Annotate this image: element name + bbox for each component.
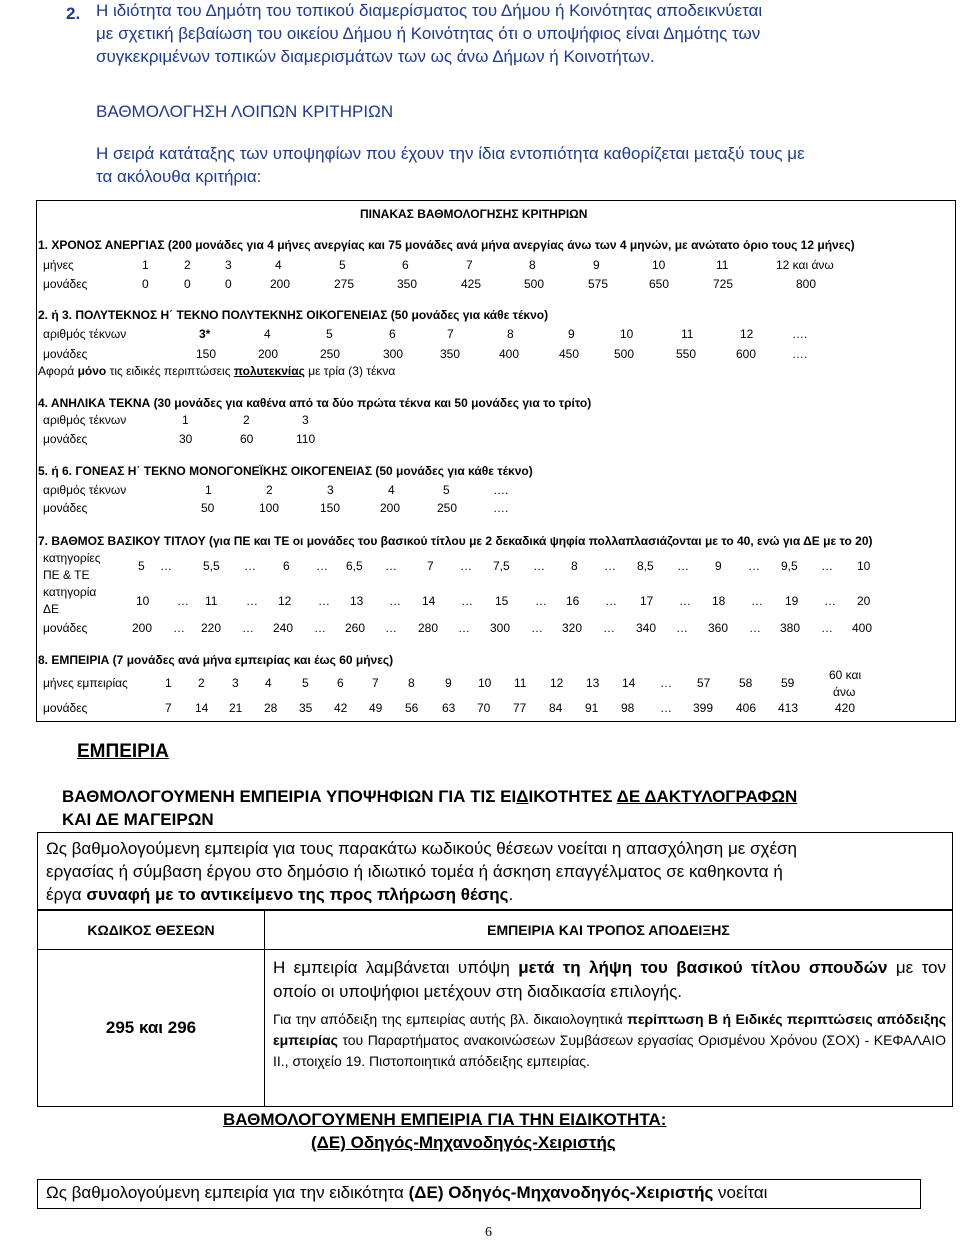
cell: … — [824, 594, 836, 608]
cell: 4 — [264, 327, 271, 341]
cell: 8,5 — [637, 559, 654, 573]
note-part: Αφορά — [38, 364, 78, 378]
label: αριθμός τέκνων — [43, 483, 127, 497]
label: μονάδες — [43, 347, 88, 361]
cell: 56 — [405, 701, 419, 715]
cell: 7 — [466, 258, 473, 272]
cell: 8 — [408, 676, 415, 690]
cell: 406 — [736, 701, 757, 715]
cell: 600 — [736, 347, 757, 361]
operator-definition-line — [46, 1182, 767, 1204]
cell: 650 — [649, 277, 670, 291]
definition-line-2: εργασίας ή σύμβαση έργου στο δημόσιο ή ιδιωτικό τομέα ή άσκηση επαγγέλματος σε καθηκοντα ή — [46, 862, 783, 881]
cell: 4 — [275, 258, 282, 272]
cell: 14 — [195, 701, 209, 715]
cell: … — [531, 621, 543, 635]
other-criteria-heading: ΒΑΘΜΟΛΟΓΗΣΗ ΛΟΙΠΩΝ ΚΡΙΤΗΡΙΩΝ — [96, 102, 394, 121]
other-criteria-line-2: τα ακόλουθα κριτήρια: — [96, 167, 262, 186]
cell: 3 — [225, 258, 232, 272]
cell: 5,5 — [203, 559, 220, 573]
cell: … — [604, 559, 616, 573]
cell: 425 — [461, 277, 482, 291]
cell: 413 — [778, 701, 799, 715]
unemployment-months-row — [0, 256, 960, 274]
cell: 11 — [205, 594, 218, 608]
label: κατηγορίες — [43, 551, 101, 565]
col2-header: ΕΜΠΕΙΡΙΑ ΚΑΙ ΤΡΟΠΟΣ ΑΠΟΔΕΙΞΗΣ — [265, 911, 953, 950]
note-part: με τρία (3) τέκνα — [304, 364, 396, 378]
degree-de-row — [0, 592, 960, 610]
experience-title: ΕΜΠΕΙΡΙΑ — [77, 741, 169, 762]
cell: … — [605, 594, 617, 608]
experience-table — [37, 910, 953, 1107]
cell: 275 — [334, 277, 355, 291]
desc-paragraph-2 — [273, 1009, 946, 1072]
cell: 110 — [296, 432, 316, 446]
cell: 280 — [418, 621, 439, 635]
cell: 1 — [182, 413, 189, 427]
label: μονάδες — [43, 277, 88, 291]
cell: … — [603, 621, 615, 635]
col1-header: ΚΩΔΙΚΟΣ ΘΕΣΕΩΝ — [38, 911, 265, 950]
cell: 3 — [302, 413, 309, 427]
cell: 35 — [299, 701, 313, 715]
cell: 77 — [513, 701, 527, 715]
cell: 725 — [713, 277, 734, 291]
intro-line-1: Η ιδιότητα του Δημότη του τοπικού διαμερίσματος του Δήμου ή Κοινότητας αποδεικνύεται — [96, 1, 763, 20]
label: αριθμός τέκνων — [43, 413, 127, 427]
cell: 5 — [138, 559, 145, 573]
desc-part: Η εμπειρία λαμβάνεται υπόψη — [273, 958, 519, 977]
cell: 150 — [196, 347, 217, 361]
cell: 50 — [201, 501, 215, 515]
cell: 1 — [205, 483, 212, 497]
cell: 6 — [402, 258, 409, 272]
cell: 0 — [184, 277, 191, 291]
cell: 11 — [681, 327, 694, 341]
cell: … — [389, 594, 401, 608]
cell: … — [460, 559, 472, 573]
cell: 2 — [184, 258, 191, 272]
operator-heading-1: ΒΑΘΜΟΛΟΓΟΥΜΕΝΗ ΕΜΠΕΙΡΙΑ ΓΙΑ ΤΗΝ ΕΙΔΙΚΟΤΗΤΑ: — [223, 1110, 667, 1129]
cell: 5 — [443, 483, 450, 497]
subheading-part: ΙΚΟΤΗΤΕΣ — [528, 787, 617, 806]
operator-part: νοείται — [713, 1183, 768, 1202]
cell: … — [242, 621, 254, 635]
cell: 6 — [283, 559, 290, 573]
cell: … — [385, 621, 397, 635]
cell: …. — [792, 327, 808, 341]
cell: 350 — [440, 347, 461, 361]
criteria-table-title: ΠΙΝΑΚΑΣ ΒΑΘΜΟΛΟΓΗΣΗΣ ΚΡΙΤΗΡΙΩΝ — [360, 207, 588, 221]
cell: 300 — [490, 621, 511, 635]
cell: … — [461, 594, 473, 608]
cell: 5 — [302, 676, 309, 690]
cell: 200 — [270, 277, 291, 291]
cell: 28 — [264, 701, 278, 715]
cell: 340 — [636, 621, 657, 635]
cell: 1 — [142, 258, 149, 272]
label: ΔΕ — [43, 602, 60, 616]
cell: 500 — [614, 347, 635, 361]
cell: 16 — [566, 594, 580, 608]
cell: 8 — [507, 327, 514, 341]
label: κατηγορία — [43, 585, 97, 599]
cell: 18 — [712, 594, 726, 608]
cell: 240 — [273, 621, 294, 635]
cell: 1 — [165, 676, 172, 690]
cell: 0 — [142, 277, 149, 291]
cell: 250 — [320, 347, 341, 361]
cell: 399 — [693, 701, 714, 715]
cell: 6,5 — [346, 559, 363, 573]
cell: 8 — [571, 559, 578, 573]
cell: 49 — [369, 701, 383, 715]
label: μονάδες — [43, 621, 88, 635]
cell: 42 — [334, 701, 348, 715]
cell: 14 — [422, 594, 436, 608]
cell: 7 — [165, 701, 172, 715]
cell: … — [679, 594, 691, 608]
definition-related: συναφή με το αντικείμενο της προς πλήρωση θέσης — [86, 885, 509, 904]
operator-part: Ως βαθμολογούμενη εμπειρία για την ειδικότητα — [46, 1183, 409, 1202]
label: ΠΕ & ΤΕ — [43, 568, 90, 582]
intro-line-3: συγκεκριμένων τοπικών διαμερισμάτων των ως άνω Δήμων ή Κοινοτήτων. — [96, 47, 655, 66]
cell: 100 — [259, 501, 280, 515]
cell: 15 — [495, 594, 509, 608]
cell: 59 — [781, 676, 795, 690]
cell: 800 — [796, 277, 817, 291]
cell: … — [458, 621, 470, 635]
operator-specialty: (ΔΕ) Οδηγός-Μηχανοδηγός-Χειριστής — [408, 1183, 714, 1202]
cell: … — [676, 621, 688, 635]
experience-months-row — [0, 674, 960, 692]
cell: … — [660, 676, 672, 690]
cell: 57 — [697, 676, 711, 690]
single-parent-children-row — [0, 481, 960, 499]
cell: … — [314, 621, 326, 635]
cell: άνω — [833, 685, 856, 699]
label: μήνες — [43, 258, 74, 272]
cell: 250 — [437, 501, 458, 515]
cell: 220 — [201, 621, 222, 635]
cell: 84 — [549, 701, 563, 715]
desc-part: Για την απόδειξη της εμπειρίας αυτής βλ. δικαιολογητικά — [273, 1011, 628, 1027]
subheading-delta: Δ — [516, 787, 529, 806]
cell: 380 — [780, 621, 801, 635]
definition-part: . — [508, 885, 514, 904]
cell: 10 — [652, 258, 666, 272]
cell: … — [660, 701, 672, 715]
degree-points-row — [0, 619, 960, 637]
cell: … — [160, 559, 172, 573]
single-parent-points-row — [0, 499, 960, 517]
cell: … — [244, 559, 256, 573]
cell: 150 — [320, 501, 341, 515]
cell: 60 και — [829, 668, 862, 682]
subheading-typists: ΔΕ ΔΑΚΤΥΛΟΓΡΑΦΩΝ — [616, 787, 798, 806]
note-only: μόνο — [77, 364, 107, 378]
cell: 13 — [586, 676, 600, 690]
desc-after-degree: μετά τη λήψη του βασικού τίτλου σπουδών — [518, 958, 888, 977]
cell: … — [748, 559, 760, 573]
unemployment-heading: 1. ΧΡΟΝΟΣ ΑΝΕΡΓΙΑΣ (200 μονάδες για 4 μήνες ανεργίας και 75 μονάδες ανά μήνα ανεργίας άνω των 4 μηνών, με ανώτατο όριο τους 12 μήνες) — [38, 238, 855, 252]
other-criteria-line-1: Η σειρά κατάταξης των υποψηφίων που έχουν την ίδια εντοπιότητα καθορίζεται μεταξύ τους με — [96, 144, 805, 163]
cell: 2 — [198, 676, 205, 690]
experience-description — [265, 950, 953, 1107]
cell: 5 — [326, 327, 333, 341]
label: αριθμός τέκνων — [43, 327, 127, 341]
cell: 5 — [339, 258, 346, 272]
cell: 58 — [739, 676, 753, 690]
cell: 13 — [350, 594, 364, 608]
desc-case-b: περίπτωση Β ή Ειδικές περιπτώσεις απόδειξης εμπειρίας — [273, 1011, 946, 1048]
experience-heading: 8. ΕΜΠΕΙΡΙΑ (7 μονάδες ανά μήνα εμπειρίας και έως 60 μήνες) — [38, 653, 394, 667]
desc-part: με τον οποίο οι υποψήφιοι μετέχουν στη διαδικασία επιλογής. — [273, 958, 947, 1001]
large-family-note — [38, 362, 395, 380]
minor-children-heading: 4. ΑΝΗΛΙΚΑ ΤΕΚΝΑ (30 μονάδες για καθένα από τα δύο πρώτα τέκνα και 50 μονάδες για το τρίτο) — [38, 396, 592, 410]
cell: 3 — [327, 483, 334, 497]
cell: 320 — [562, 621, 583, 635]
definition-part: έργα — [46, 885, 87, 904]
cell: 260 — [345, 621, 366, 635]
cell: 63 — [442, 701, 456, 715]
degree-heading: 7. ΒΑΘΜΟΣ ΒΑΣΙΚΟΥ ΤΙΤΛΟΥ (για ΠΕ και ΤΕ οι μονάδες του βασικού τίτλου με 2 δεκαδικά ψηφία πολλαπλασιάζονται με το 40, ενώ για ΔΕ με το 20) — [38, 534, 873, 548]
cell: 300 — [383, 347, 404, 361]
desc-paragraph-1 — [273, 956, 946, 1004]
definition-line-1: Ως βαθμολογούμενη εμπειρία για τους παρακάτω κωδικούς θέσεων νοείται η απασχόληση με σχέση — [46, 839, 797, 858]
cell: 10 — [857, 559, 871, 573]
cell: 420 — [835, 701, 856, 715]
cell: 200 — [380, 501, 401, 515]
cell: 19 — [785, 594, 799, 608]
cell: …. — [493, 483, 509, 497]
experience-points-row — [0, 699, 960, 717]
cell: 11 — [716, 258, 729, 272]
cell: 91 — [585, 701, 599, 715]
cell: 12 και άνω — [776, 258, 834, 272]
position-codes: 295 και 296 — [38, 950, 265, 1107]
cell: 2 — [266, 483, 273, 497]
large-family-children-row — [0, 325, 960, 343]
cell: … — [177, 594, 189, 608]
cell: 98 — [621, 701, 635, 715]
cell: 17 — [640, 594, 654, 608]
cell: 360 — [708, 621, 729, 635]
cell: 6 — [389, 327, 396, 341]
label: μονάδες — [43, 701, 88, 715]
cell: 550 — [676, 347, 697, 361]
cell: … — [533, 559, 545, 573]
degree-pe-row — [0, 557, 960, 575]
cell: 3* — [199, 327, 211, 341]
large-family-heading: 2. ή 3. ΠΟΛΥΤΕΚΝΟΣ Η΄ ΤΕΚΝΟ ΠΟΛΥΤΕΚΝΗΣ ΟΙΚΟΓΕΝΕΙΑΣ (50 μονάδες για κάθε τέκνο) — [38, 308, 549, 322]
single-parent-heading: 5. ή 6. ΓΟΝΕΑΣ Η΄ ΤΕΚΝΟ ΜΟΝΟΓΟΝΕΪΚΗΣ ΟΙΚΟΓΕΝΕΙΑΣ (50 μονάδες για κάθε τέκνο) — [38, 464, 533, 478]
large-family-points-row — [0, 345, 960, 363]
cell: … — [318, 594, 330, 608]
cell: 8 — [529, 258, 536, 272]
subheading-part: ΒΑΘΜΟΛΟΓΟΥΜΕΝΗ ΕΜΠΕΙΡΙΑ ΥΠΟΨΗΦΙΩΝ ΓΙΑ ΤΙΣ ΕΙ — [62, 787, 517, 806]
cell: 400 — [852, 621, 873, 635]
cell: 450 — [559, 347, 580, 361]
cell: 6 — [337, 676, 344, 690]
cell: … — [749, 621, 761, 635]
operator-heading-2: (ΔΕ) Οδηγός-Μηχανοδηγός-Χειριστής — [311, 1133, 616, 1152]
cell: 200 — [258, 347, 279, 361]
cell: …. — [493, 501, 509, 515]
cell: 7 — [427, 559, 434, 573]
cell: 9 — [445, 676, 452, 690]
cell: 11 — [514, 676, 527, 690]
cell: … — [751, 594, 763, 608]
cell: …. — [792, 347, 808, 361]
intro-line-2: με σχετική βεβαίωση του οικείου Δήμου ή Κοινότητας ότι ο υποψήφιος είναι Δημότης των — [96, 24, 761, 43]
cell: 9 — [568, 327, 575, 341]
page-number: 6 — [485, 1225, 492, 1240]
cell: … — [173, 621, 185, 635]
cell: 21 — [229, 701, 243, 715]
cell: … — [246, 594, 258, 608]
cell: 10 — [478, 676, 492, 690]
cell: 70 — [477, 701, 491, 715]
note-part: τις ειδικές περιπτώσεις — [106, 364, 234, 378]
cell: 10 — [136, 594, 150, 608]
experience-subheading-line2: ΚΑΙ ΔΕ ΜΑΓΕΙΡΩΝ — [62, 810, 214, 829]
cell: … — [821, 559, 833, 573]
cell: 9 — [593, 258, 600, 272]
minor-children-count-row — [0, 411, 960, 429]
cell: 12 — [740, 327, 754, 341]
cell: 12 — [278, 594, 292, 608]
cell: 7 — [372, 676, 379, 690]
cell: 9 — [715, 559, 722, 573]
experience-subheading — [62, 785, 797, 809]
cell: 20 — [857, 594, 871, 608]
minor-children-points-row — [0, 430, 960, 448]
cell: … — [677, 559, 689, 573]
unemployment-points-row — [0, 275, 960, 293]
cell: 7,5 — [493, 559, 510, 573]
cell: … — [385, 559, 397, 573]
cell: … — [821, 621, 833, 635]
cell: 2 — [243, 413, 250, 427]
cell: … — [535, 594, 547, 608]
cell: 575 — [588, 277, 609, 291]
cell: 400 — [499, 347, 520, 361]
cell: 500 — [524, 277, 545, 291]
cell: 14 — [622, 676, 636, 690]
note-large-family: πολυτεκνίας — [233, 364, 305, 378]
definition-line-3 — [46, 884, 513, 906]
cell: 30 — [179, 432, 193, 446]
cell: 4 — [388, 483, 395, 497]
desc-part: του Παραρτήματος ανακοινώσεων Συμβάσεων εργασίας Ορισμένου Χρόνου (ΣΟΧ) - ΚΕΦΑΛΑΙΟ ΙΙ., στοιχείο 19. Πιστοποιητικά απόδειξης εμπειρίας. — [273, 1032, 946, 1069]
label: μονάδες — [43, 432, 88, 446]
cell: 7 — [447, 327, 454, 341]
cell: 9,5 — [781, 559, 798, 573]
label: μήνες εμπειρίας — [43, 676, 128, 690]
intro-number: 2. — [66, 4, 81, 23]
label: μονάδες — [43, 501, 88, 515]
cell: 4 — [265, 676, 272, 690]
cell: 10 — [620, 327, 634, 341]
cell: 60 — [240, 432, 254, 446]
cell: 0 — [225, 277, 232, 291]
cell: 200 — [132, 621, 153, 635]
cell: 3 — [232, 676, 239, 690]
cell: 12 — [550, 676, 564, 690]
cell: … — [316, 559, 328, 573]
cell: 350 — [397, 277, 418, 291]
